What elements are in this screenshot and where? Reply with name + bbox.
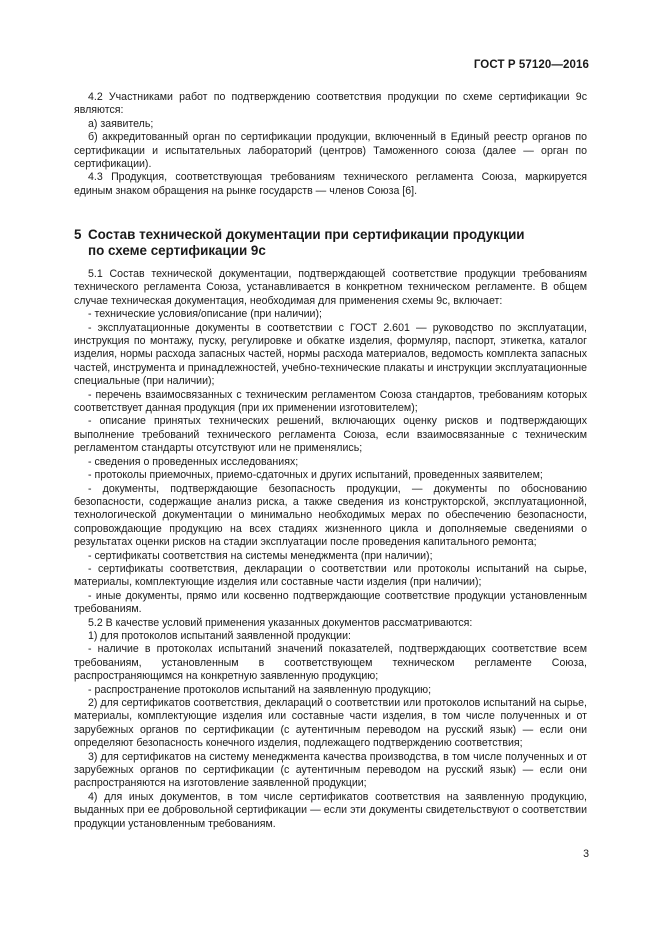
list-item: - сведения о проведенных исследованиях;: [88, 455, 299, 468]
section-title-line1: Состав технической документации при сертификации продукции: [88, 227, 525, 242]
paragraph-4-3: 4.3 Продукция, соответствующая требованиям технического регламента Союза, маркируется единым знаком обращения на рынке государств — членов Союза [6].: [74, 171, 587, 197]
list-item: 4) для иных документов, в том числе сертификатов соответствия на заявленную продукцию, выданных при ее добровольной сертификации — если эти документы свидетельствуют о соответствии продукции установленным требованиям.: [74, 790, 587, 830]
section-5-body: [74, 268, 587, 831]
list-item: - документы, подтверждающие безопасность продукции, — документы по обоснованию безопасности, содержащие анализ риска, а также сведения из конструкторской, эксплуатационной, технологической документации о минимально необходимых мерах по обеспечению безопасности, сопровождающие продукцию на всех стадиях жизненного цикла и дополняемые сведениями о результатах оценки рисков на стадии эксплуатации после проведения капитального ремонта;: [74, 482, 587, 549]
page-number: 3: [583, 848, 589, 860]
list-item: - наличие в протоколах испытаний значений показателей, подтверждающих соответствие всем требованиям, установленным в соответствующем техническом регламенте Союза, распространяющимся на конкретную заявленную продукцию;: [74, 643, 587, 683]
list-item: - технические условия/описание (при наличии);: [88, 308, 322, 321]
list-item-b: б) аккредитованный орган по сертификации продукции, включенный в Единый реестр органов по сертификации и испытательных лабораторий (центров) Таможенного союза (далее — орган по сертификации).: [74, 131, 587, 171]
list-item: - сертификаты соответствия, декларации о соответствии или протоколы испытаний на сырье, материалы, комплектующие изделия или составные части изделия (при наличии);: [74, 562, 587, 589]
section-title-line2: по схеме сертификации 9с: [88, 243, 266, 258]
paragraph-5-2: 5.2 В качестве условий применения указанных документов рассматриваются:: [88, 616, 473, 629]
list-item: - описание принятых технических решений, включающих оценку рисков и подтверждающих выполнение требований технического регламента Союза, если взаимосвязанные с техническим регламентом стандарты отсутствуют или не применялись;: [74, 415, 587, 455]
section-heading: [74, 227, 587, 259]
list-item: 1) для протоколов испытаний заявленной продукции:: [88, 629, 351, 642]
paragraph-4-2: 4.2 Участниками работ по подтверждению соответствия продукции по схеме сертификации 9с являются:: [74, 91, 587, 117]
document-code: ГОСТ Р 57120—2016: [473, 59, 589, 71]
section-number: 5: [74, 227, 82, 242]
list-item: - протоколы приемочных, приемо-сдаточных и других испытаний, проведенных заявителем;: [88, 469, 543, 482]
paragraph-5-1: 5.1 Состав технической документации, подтверждающей соответствие продукции требованиям технического регламента Союза, устанавливается в конкретном техническом регламенте. В общем случае техническая документация, необходимая для применения схемы 9с, включает:: [74, 268, 587, 307]
list-item: 3) для сертификатов на систему менеджмента качества производства, в том числе полученных и от зарубежных органов по сертификации (с аутентичным переводом на русский язык) — если они распространяются на изготовление заявленной продукции;: [74, 750, 587, 790]
list-item: - перечень взаимосвязанных с техническим регламентом Союза стандартов, требованиям которых соответствует данная продукция (при их применении изготовителем);: [74, 388, 587, 415]
list-item: - сертификаты соответствия на системы менеджмента (при наличии);: [88, 549, 433, 562]
list-item: 2) для сертификатов соответствия, деклараций о соответствии или протоколов испытаний на сырье, материалы, комплектующие изделия или составные части изделия, в том числе полученных и от зарубежных органов по сертификации (с аутентичным переводом на русский язык) — если они определяют безопасность конечного изделия, подлежащего подтверждению соответствия;: [74, 697, 587, 750]
list-item: - иные документы, прямо или косвенно подтверждающие соответствие продукции установленным требованиям.: [74, 589, 587, 616]
clause-4-continued: [74, 91, 587, 198]
list-item-a: а) заявитель;: [88, 117, 154, 130]
list-item: - распространение протоколов испытаний на заявленную продукцию;: [88, 683, 432, 696]
list-item: - эксплуатационные документы в соответствии с ГОСТ 2.601 — руководство по эксплуатации, инструкция по монтажу, пуску, регулировке и обкатке изделия, формуляр, паспорт, этикетка, каталог изделия, нормы расхода запасных частей, нормы расхода материалов, ведомость комплекта запасных частей, инструмента и принадлежностей, учебно-технические плакаты и инструкции эксплуатационные специальные (при наличии);: [74, 321, 587, 388]
